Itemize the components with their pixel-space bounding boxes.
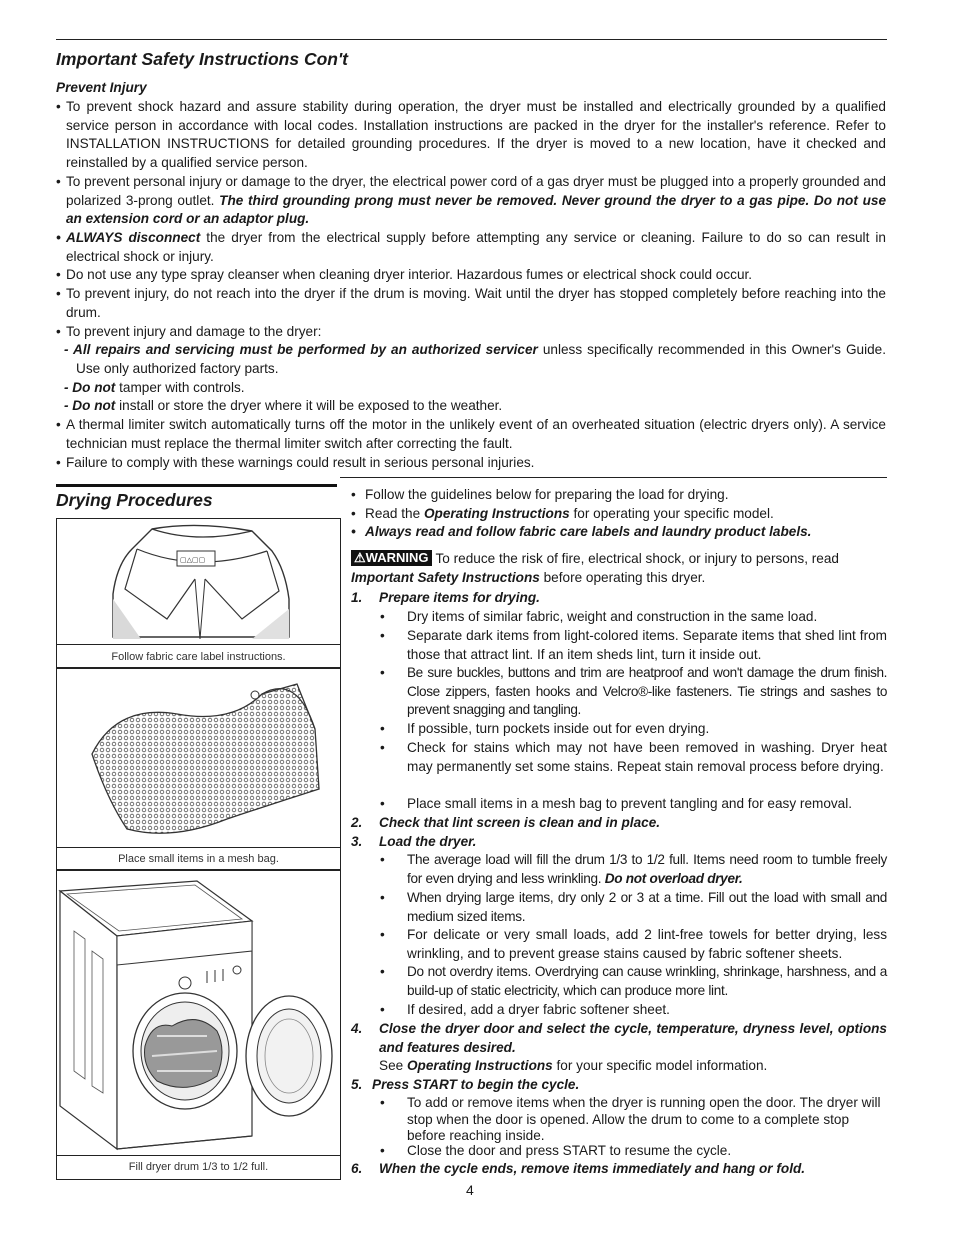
section-rule-right [340, 477, 887, 478]
step-5-item: • Close the door and press START to resume the cycle. [380, 1143, 732, 1158]
safety-bullet-6: • To prevent injury and damage to the dryer: [56, 324, 322, 339]
step-3: 3. Load the dryer. [351, 834, 477, 849]
drying-intro-3: • Always read and follow fabric care labels and laundry product labels. [351, 524, 812, 539]
svg-text:▢△▢▢: ▢△▢▢ [180, 556, 206, 564]
warning-block: ⚠WARNING To reduce the risk of fire, electrical shock, or injury to persons, read Important Safety Instructions before operating this dryer. [351, 550, 839, 585]
figure-dryer-drum [56, 870, 341, 1180]
warning-badge: ⚠WARNING [351, 550, 432, 566]
step-5: 5. Press START to begin the cycle. [351, 1077, 580, 1092]
top-rule [56, 39, 887, 40]
safety-dash-1: - All repairs and servicing must be performed by an authorized servicer unless specifically recommended in this Owner's Guide. Use only authorized factory parts. [64, 342, 886, 376]
step-3-item: • For delicate or very small loads, add 2 lint-free towels for better drying, less wrinkling, and to prevent grease stains caused by fabric softener sheets. [380, 927, 887, 961]
safety-bullet-8: • Failure to comply with these warnings could result in serious personal injuries. [56, 455, 535, 470]
safety-bullet-1: • To prevent shock hazard and assure stability during operation, the dryer must be installed and electrically grounded by a qualified service person in accordance with local codes. Installation instructions are packed in the dryer for the installer's reference. Refer to INSTALLATION INSTRUCTIONS for detailed grounding procedures. If the dryer is moved to a new location, have it checked and reinstalled by a qualified service person. [56, 99, 886, 170]
figure-care-label [56, 518, 341, 668]
mesh-bag-illustration [57, 669, 340, 847]
safety-bullet-7: • A thermal limiter switch automatically turns off the motor in the unlikely event of an overheated situation (electric dryers only). A service technician must replace the thermal limiter switch after correcting the fault. [56, 417, 886, 451]
drying-heading: Drying Procedures [56, 490, 213, 510]
warning-icon: ⚠ [354, 550, 366, 565]
step-4: 4. Close the dryer door and select the cycle, temperature, dryness level, options and features desired. [351, 1021, 887, 1055]
safety-bullet-3: • ALWAYS disconnect the dryer from the electrical supply before attempting any service or cleaning. Failure to do so can result in electrical shock or injury. [56, 230, 886, 264]
page-number: 4 [466, 1182, 474, 1198]
figure-mesh-bag [56, 668, 341, 870]
drying-intro-2: • Read the Operating Instructions for operating your specific model. [351, 506, 774, 521]
step-2: 2. Check that lint screen is clean and in place. [351, 815, 661, 830]
step-6: 6. When the cycle ends, remove items immediately and hang or fold. [351, 1161, 806, 1176]
step-5-item: • To add or remove items when the dryer is running open the door. The dryer will stop when the door is opened. Allow the drum to come to a complete stop before reaching inside. [380, 1095, 881, 1143]
step-3-item: • Do not overdry items. Overdrying can cause wrinkling, shrinkage, harshness, and a build-up of static electricity, which can produce more lint. [380, 964, 887, 998]
step-1-item: • Be sure buckles, buttons and trim are heatproof and won't damage the drum finish. Close zippers, fasten hooks and Velcro®-like fasteners. Tie strings and sashes to prevent snagging and tangling. [380, 665, 887, 718]
step-1-item: • Check for stains which may not have been removed in washing. Dryer heat may permanently set some stains. Repeat stain removal process before drying. [380, 740, 887, 774]
caption-dryer-drum: Fill dryer drum 1/3 to 1/2 full. [128, 1161, 269, 1173]
step-3-item: • The average load will fill the drum 1/3 to 1/2 full. Items need room to tumble freely for even drying and less wrinkling. Do not overload dryer. [380, 852, 887, 886]
step-3-item: • If desired, add a dryer fabric softener sheet. [380, 1002, 670, 1017]
section-rule-left [56, 484, 337, 487]
step-1-item: • Dry items of similar fabric, weight and construction in the same load. [380, 609, 818, 624]
caption-mesh-bag: Place small items in a mesh bag. [118, 853, 279, 865]
safety-heading: Important Safety Instructions Con't [56, 49, 348, 69]
step-1: 1. Prepare items for drying. [351, 590, 540, 605]
step-4-see: See Operating Instructions for your specific model information. [379, 1058, 768, 1073]
step-1-item: • Place small items in a mesh bag to prevent tangling and for easy removal. [380, 796, 853, 811]
step-1-item: • Separate dark items from light-colored items. Separate items that shed lint from those that attract lint. If an item sheds lint, turn it inside out. [380, 628, 887, 662]
safety-dash-2: - Do not tamper with controls. [64, 380, 245, 395]
shirt-collar-illustration [57, 519, 340, 647]
prevent-injury-subheading: Prevent Injury [56, 80, 147, 95]
caption-care-label: Follow fabric care label instructions. [111, 651, 286, 663]
drying-intro-1: • Follow the guidelines below for preparing the load for drying. [351, 487, 729, 502]
safety-bullet-4: • Do not use any type spray cleanser when cleaning dryer interior. Hazardous fumes or electrical shock could occur. [56, 267, 753, 282]
dryer-illustration [57, 871, 340, 1155]
safety-bullet-2: • To prevent personal injury or damage to the dryer, the electrical power cord of a gas dryer must be plugged into a properly grounded and polarized 3-prong outlet. The third grounding prong must never be removed. Never ground the dryer to a gas pipe. Do not use an extension cord or an adaptor plug. [56, 174, 887, 227]
step-3-item: • When drying large items, dry only 2 or 3 at a time. Fill out the load with small and medium sized items. [380, 890, 887, 924]
safety-dash-3: - Do not install or store the dryer where it will be exposed to the weather. [64, 398, 503, 413]
step-1-item: • If possible, turn pockets inside out for even drying. [380, 721, 710, 736]
safety-bullet-5: • To prevent injury, do not reach into the dryer if the drum is moving. Wait until the dryer has stopped completely before reaching into the drum. [56, 286, 886, 320]
